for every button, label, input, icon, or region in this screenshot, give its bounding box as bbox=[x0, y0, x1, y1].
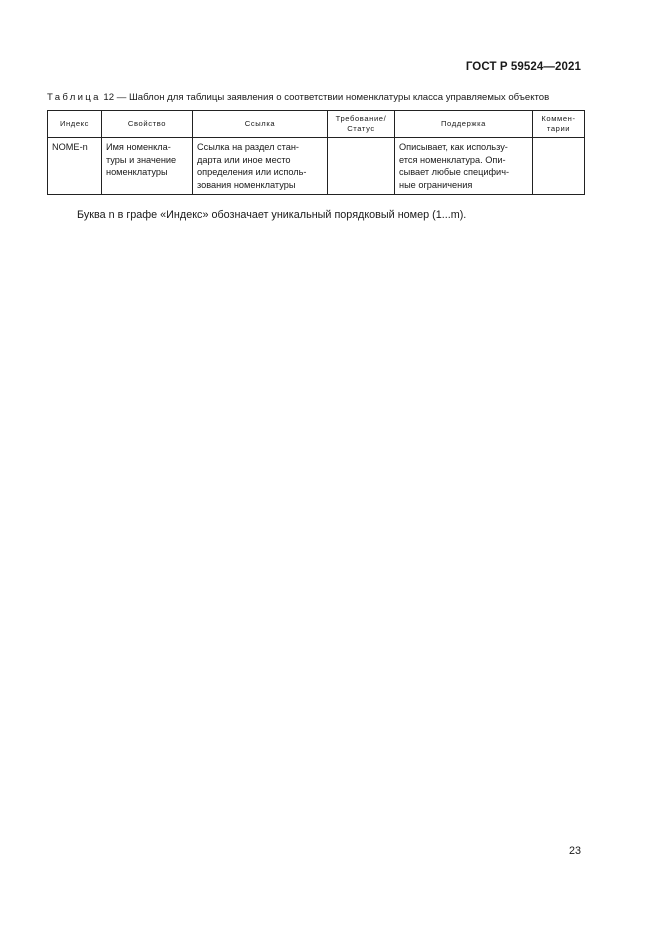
cell-index: NOME-n bbox=[48, 138, 102, 195]
cell-comments bbox=[533, 138, 585, 195]
table-caption-label: Таблица bbox=[47, 92, 101, 103]
cell-requirement-status bbox=[328, 138, 395, 195]
page-number: 23 bbox=[568, 845, 581, 857]
column-header-index: Индекс bbox=[48, 111, 102, 138]
column-header-reference: Ссылка bbox=[193, 111, 328, 138]
table-caption bbox=[47, 92, 587, 103]
column-header-requirement-status: Требование/ Статус bbox=[328, 111, 395, 138]
cell-property: Имя номенкла- туры и значение номенклатуры bbox=[102, 138, 193, 195]
index-note: Буква n в графе «Индекс» обозначает уникальный порядковый номер (1...m). bbox=[77, 209, 467, 221]
column-header-comments: Коммен- тарии bbox=[533, 111, 585, 138]
cell-support: Описывает, как использу- ется номенклатура. Опи- сывает любые специфич- ные ограничения bbox=[395, 138, 533, 195]
column-header-support: Поддержка bbox=[395, 111, 533, 138]
table-header-row bbox=[48, 111, 585, 138]
cell-reference: Ссылка на раздел стан- дарта или иное место определения или исполь- зования номенклатуры bbox=[193, 138, 328, 195]
nomenclature-conformance-table bbox=[47, 110, 585, 195]
table-row bbox=[48, 138, 585, 195]
table-caption-text: 12 — Шаблон для таблицы заявления о соответствии номенклатуры класса управляемых объектов bbox=[103, 92, 550, 103]
document-code: ГОСТ Р 59524—2021 bbox=[465, 61, 581, 73]
column-header-property: Свойство bbox=[102, 111, 193, 138]
